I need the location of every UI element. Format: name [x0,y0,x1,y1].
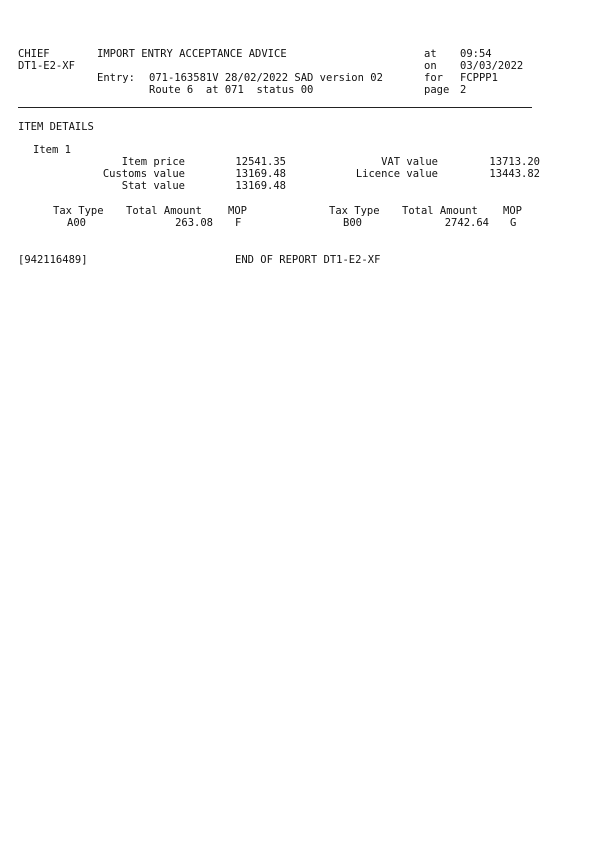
route-line: Route 6 at 071 status 00 [149,84,314,96]
stat-value-label: Stat value [121,180,185,192]
mop-header-left: MOP [228,205,247,217]
licence-value-value: 13443.82 [489,168,540,180]
mop-right: G [510,217,517,229]
tax-type-header-right: Tax Type [329,205,380,217]
time-label: at [424,48,437,60]
mop-header-right: MOP [503,205,522,217]
total-amount-header-left: Total Amount [126,205,202,217]
reference-number: [942116489] [18,254,88,266]
vat-value-value: 13713.20 [489,156,540,168]
entry-value: 071-163581V 28/02/2022 SAD version 02 [149,72,383,84]
tax-type-header-left: Tax Type [53,205,104,217]
total-amount-header-right: Total Amount [402,205,478,217]
org-code: DT1-E2-XF [18,60,75,72]
licence-value-label: Licence value [355,168,438,180]
customs-value-label: Customs value [102,168,185,180]
section-title: ITEM DETAILS [18,121,94,133]
end-of-report: END OF REPORT DT1-E2-XF [235,254,381,266]
item-price-value: 12541.35 [235,156,286,168]
item-label: Item 1 [33,144,71,156]
entry-label: Entry: [97,72,135,84]
header-divider [18,107,532,108]
page-number: 2 [460,84,467,96]
customs-value-value: 13169.48 [235,168,286,180]
date-value: 03/03/2022 [460,60,524,72]
mop-left: F [235,217,242,229]
total-amount-right: 2742.64 [444,217,489,229]
org-name: CHIEF [18,48,50,60]
tax-type-left: A00 [67,217,86,229]
for-value: FCPPP1 [460,72,498,84]
item-price-label: Item price [121,156,185,168]
total-amount-left: 263.08 [175,217,213,229]
time-value: 09:54 [460,48,492,60]
date-label: on [424,60,437,72]
tax-type-right: B00 [343,217,362,229]
stat-value-value: 13169.48 [235,180,286,192]
for-label: for [424,72,443,84]
page-label: page [424,84,450,96]
report-title: IMPORT ENTRY ACCEPTANCE ADVICE [97,48,287,60]
vat-value-label: VAT value [381,156,438,168]
